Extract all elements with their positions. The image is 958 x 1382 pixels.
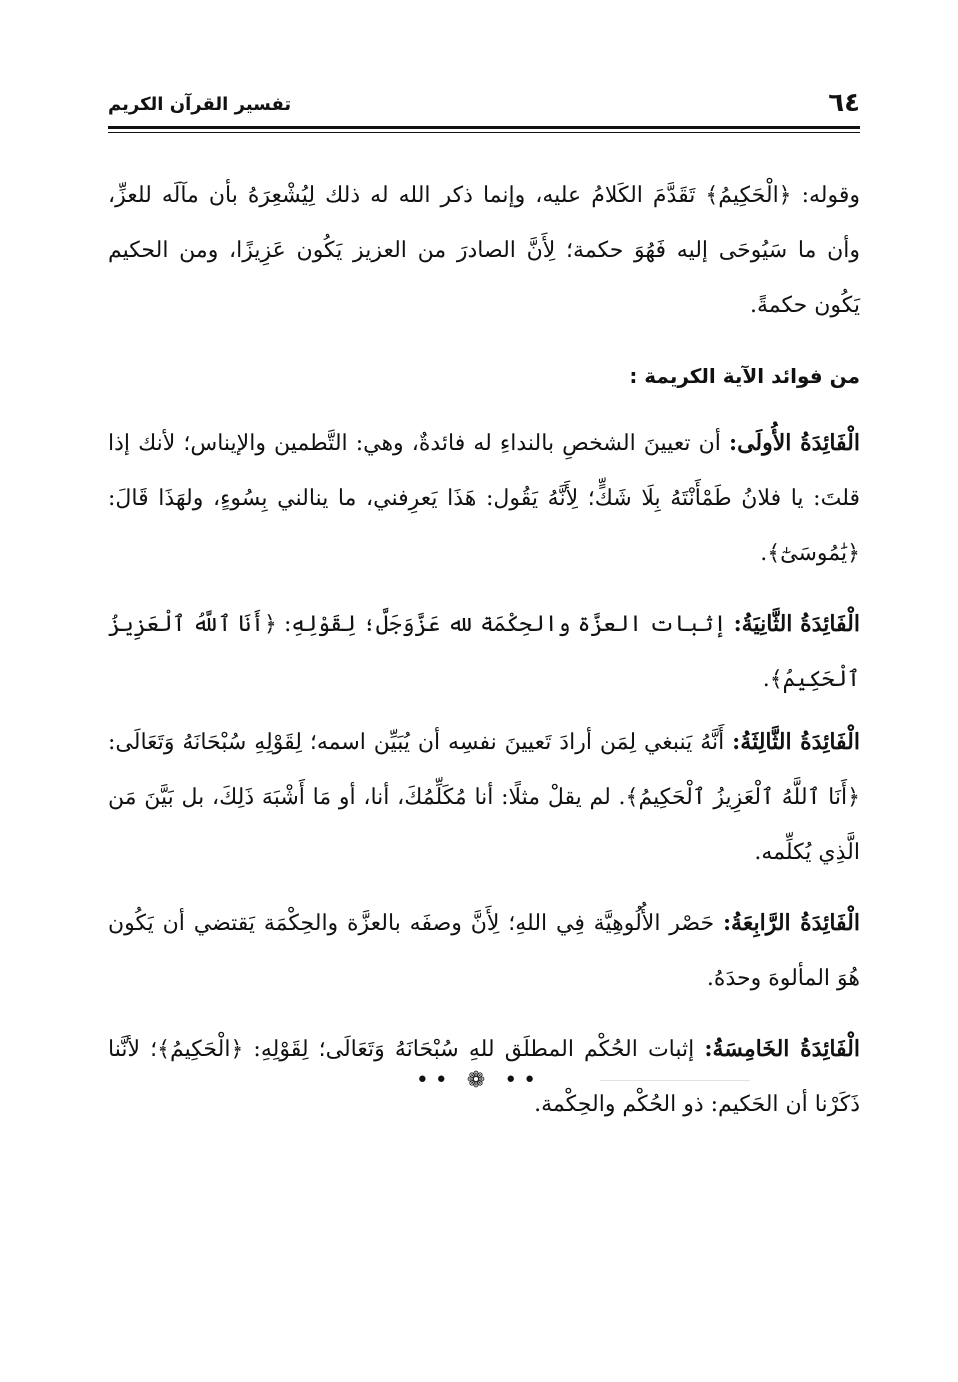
benefit-text: إثبات الحُكْم المطلَق للهِ سُبْحَانَهُ وَتَعَالَى؛ لِقَوْلِهِ: ﴿الْحَكِيمُ﴾؛ لأنَّنا ذَكَرْنا أن الحَكيم: ذو الحُكْم والحِكْمة. xyxy=(108,1037,860,1117)
page-number: ٦٤ xyxy=(828,88,860,118)
benefit-label: الْفَائِدَةُ الخَامِسَةُ: xyxy=(704,1036,861,1062)
page-body xyxy=(108,168,860,1148)
benefit-text: أن تعيينَ الشخصِ بالنداءِ له فائدةٌ، وهي: التَّطمين والإيناس؛ لأنك إذا قلتَ: يا فلانُ طَمْأَنْتَهُ بِلَا شَكٍّ؛ لِأَنَّهُ يَقُول: هَذَا يَعرِفني، ما ينالني بِسُوءٍ، ولهَذَا قَالَ: ﴿يَٰمُوسَىٰٓ﴾. xyxy=(108,431,860,566)
benefit-paragraph-1 xyxy=(108,416,860,581)
section-heading: من فوائد الآية الكريمة : xyxy=(629,364,860,388)
page-header xyxy=(108,86,860,129)
benefit-paragraph-4 xyxy=(108,896,860,1006)
benefit-label: الْفَائِدَةُ الثَّالِثَةُ: xyxy=(732,729,860,755)
benefit-paragraph-2 xyxy=(108,597,860,707)
benefit-text: أَنَّهُ يَنبغي لِمَن أرادَ تَعيينَ نفسِه أن يُبَيِّن اسمه؛ لِقَوْلِهِ سُبْحَانَهُ وَتَعَالَى: ﴿أَنَا ٱللَّهُ ٱلْعَزِيزُ ٱلْحَكِيمُ﴾. لم يقلْ مثلًا: أنا مُكَلِّمُكَ، أنا، أو مَا أَشْبَهَ ذَلِكَ، بل بَيَّنَ مَن الَّذِي يُكلِّمه. xyxy=(108,730,860,865)
faint-scan-line xyxy=(600,1080,750,1081)
benefit-label: الْفَائِدَةُ الرَّابِعَةُ: xyxy=(722,910,861,936)
section-end-ornament: •• ❁ •• xyxy=(415,1068,543,1093)
benefit-label: الْفَائِدَةُ الثَّانِيَةُ: xyxy=(733,611,861,637)
intro-paragraph xyxy=(108,168,860,333)
benefit-text: إثبات العزَّة والحِكْمَة لله عَزَّوَجَلَّ؛ لِقَوْلِهِ: ﴿أَنَا ٱللَّهُ ٱلْعَزِيزُ ٱلْحَكِيمُ﴾. xyxy=(108,612,860,692)
book-title: تفسير القرآن الكريم xyxy=(108,94,292,115)
benefit-label: الْفَائِدَةُ الأُولَى: xyxy=(728,430,860,456)
intro-text: وقوله: ﴿الْحَكِيمُ﴾ تَقَدَّمَ الكَلامُ عليه، وإنما ذكر الله له ذلك لِيُشْعِرَهُ بأن مآلَه للعزِّ، وأن ما سَيُوحَى إليه فَهُوَ حكمة؛ لِأَنَّ الصادرَ من العزيز يَكُون عَزِيزًا، ومن الحكيم يَكُون حكمةً. xyxy=(108,183,860,318)
benefit-paragraph-3 xyxy=(108,715,860,880)
benefit-text: حَصْر الأُلُوهِيَّة فِي اللهِ؛ لِأَنَّ وصفَه بالعزَّة والحِكْمَة يَقتضي أن يَكُون هُوَ المألوهَ وحدَهُ. xyxy=(108,911,860,991)
